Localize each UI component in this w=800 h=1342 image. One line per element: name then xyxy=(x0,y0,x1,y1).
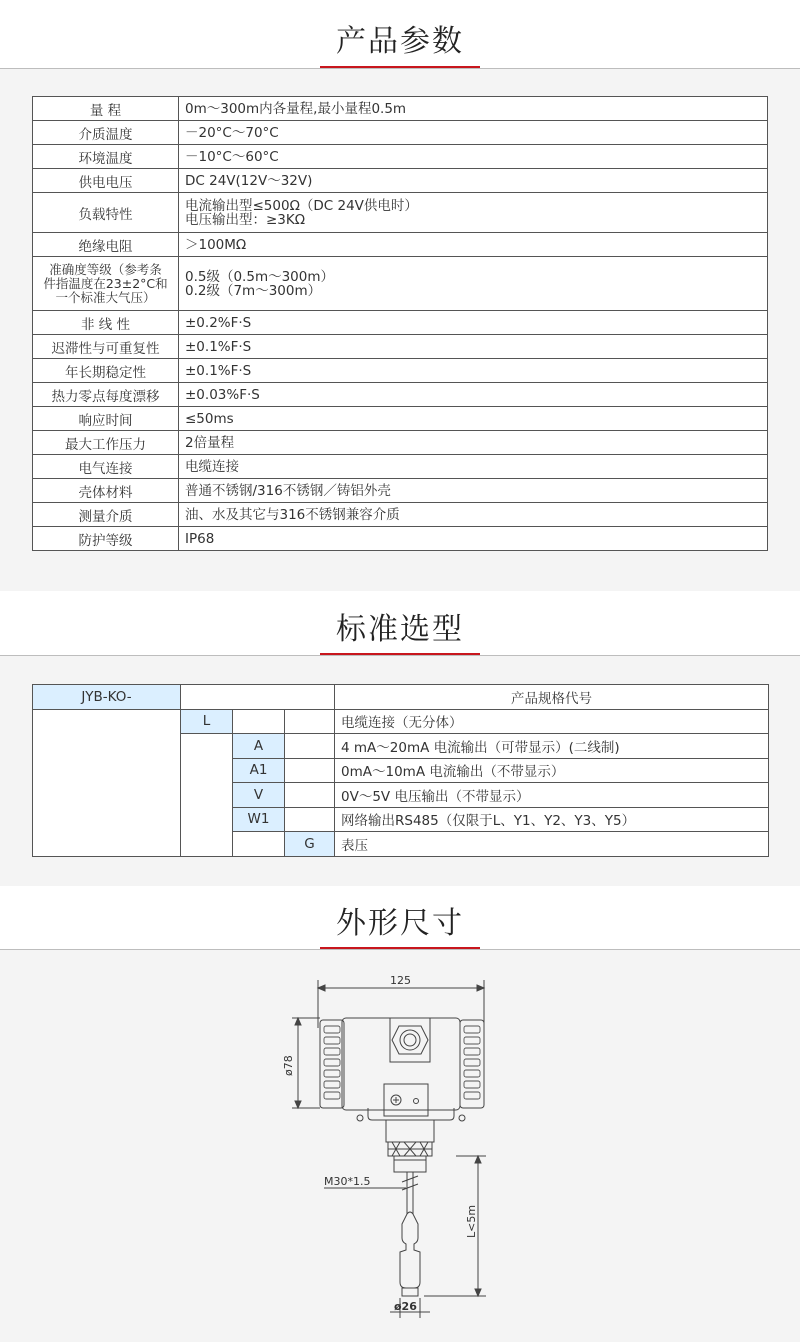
spec-value: DC 24V(12V～32V) xyxy=(179,169,768,193)
thread-label: M30*1.5 xyxy=(324,1175,371,1188)
cap-rib xyxy=(464,1059,480,1066)
desc-cell: 网络输出RS485（仅限于L、Y1、Y2、Y3、Y5） xyxy=(335,807,769,832)
spec-key: 非 线 性 xyxy=(33,311,179,335)
cap-rib xyxy=(324,1026,340,1033)
spec-key: 响应时间 xyxy=(33,407,179,431)
blank-cell xyxy=(285,758,335,783)
spec-value: ＞100MΩ xyxy=(179,233,768,257)
spec-value: 0.5级（0.5m～300m） 0.2级（7m～300m） xyxy=(179,257,768,311)
spec-key: 防护等级 xyxy=(33,527,179,551)
cap-rib xyxy=(464,1081,480,1088)
spec-row xyxy=(33,311,768,335)
model-cell: JYB-KO- xyxy=(33,685,181,710)
spec-row xyxy=(33,359,768,383)
desc-cell: 0mA～10mA 电流输出（不带显示） xyxy=(335,758,769,783)
desc-cell: 表压 xyxy=(335,832,769,857)
desc-cell: 4 mA～20mA 电流输出（可带显示）(二线制) xyxy=(335,734,769,759)
section-title-selection: 标准选型 xyxy=(336,612,464,647)
cap-rib xyxy=(464,1092,480,1099)
spec-value: －10°C～60°C xyxy=(179,145,768,169)
spec-key: 供电电压 xyxy=(33,169,179,193)
selection-table xyxy=(32,684,769,857)
spec-row xyxy=(33,503,768,527)
desc-cell: 电缆连接（无分体） xyxy=(335,709,769,734)
diameter-dimension-label: ø78 xyxy=(282,1055,295,1076)
spec-key: 准确度等级（参考条 件指温度在23±2°C和 一个标准大气压） xyxy=(33,257,179,311)
length-dimension-label: L<5m xyxy=(465,1204,478,1238)
cap-rib xyxy=(464,1048,480,1055)
spec-row xyxy=(33,527,768,551)
blank-cell xyxy=(233,832,285,857)
cap-rib xyxy=(324,1048,340,1055)
spec-key: 环境温度 xyxy=(33,145,179,169)
spec-row xyxy=(33,431,768,455)
spec-key: 壳体材料 xyxy=(33,479,179,503)
section-header-params xyxy=(0,24,800,60)
desc-cell: 0V～5V 电压输出（不带显示） xyxy=(335,783,769,808)
spec-key: 介质温度 xyxy=(33,121,179,145)
cap-rib xyxy=(324,1059,340,1066)
blank-cell xyxy=(33,709,181,856)
spec-key: 热力零点每度漂移 xyxy=(33,383,179,407)
cap-rib xyxy=(464,1037,480,1044)
cap-rib xyxy=(464,1026,480,1033)
spec-value: 0m～300m内各量程,最小量程0.5m xyxy=(179,97,768,121)
cap-rib xyxy=(324,1037,340,1044)
blank-cell xyxy=(285,709,335,734)
spec-value: ±0.03%F·S xyxy=(179,383,768,407)
cap-rib xyxy=(324,1081,340,1088)
section-title-dimensions: 外形尺寸 xyxy=(336,906,464,941)
section-header-selection xyxy=(0,612,800,648)
spec-row xyxy=(33,193,768,233)
spec-key: 最大工作压力 xyxy=(33,431,179,455)
cap-rib xyxy=(464,1070,480,1077)
spec-key: 年长期稳定性 xyxy=(33,359,179,383)
spec-key: 测量介质 xyxy=(33,503,179,527)
spec-row xyxy=(33,169,768,193)
spec-key: 负载特性 xyxy=(33,193,179,233)
spec-key: 绝缘电阻 xyxy=(33,233,179,257)
spec-value: 电缆连接 xyxy=(179,455,768,479)
spec-code-header: 产品规格代号 xyxy=(335,685,769,710)
blank-cell xyxy=(285,783,335,808)
spec-value: 油、水及其它与316不锈钢兼容介质 xyxy=(179,503,768,527)
spec-value: ≤50ms xyxy=(179,407,768,431)
section-title-params: 产品参数 xyxy=(336,24,464,59)
spec-row xyxy=(33,121,768,145)
code-cell: A1 xyxy=(233,758,285,783)
spec-value: ±0.1%F·S xyxy=(179,335,768,359)
code-cell: A xyxy=(233,734,285,759)
probe-diameter-label: ø26 xyxy=(394,1300,417,1313)
spec-table xyxy=(32,96,768,551)
code-cell: W1 xyxy=(233,807,285,832)
spec-row xyxy=(33,383,768,407)
spec-row xyxy=(33,233,768,257)
code-cell: L xyxy=(181,709,233,734)
spec-value: 2倍量程 xyxy=(179,431,768,455)
spec-row xyxy=(33,335,768,359)
code-cell: G xyxy=(285,832,335,857)
code-cell: V xyxy=(233,783,285,808)
selection-header-row xyxy=(33,685,769,710)
spec-value: －20°C～70°C xyxy=(179,121,768,145)
spec-value: 电流输出型≤500Ω（DC 24V供电时） 电压输出型：≥3KΩ xyxy=(179,193,768,233)
spec-row xyxy=(33,257,768,311)
spec-value: ±0.1%F·S xyxy=(179,359,768,383)
blank-cell xyxy=(233,709,285,734)
section-header-dimensions xyxy=(0,906,800,942)
blank-cell xyxy=(181,685,335,710)
spec-key: 迟滞性与可重复性 xyxy=(33,335,179,359)
spec-value: ±0.2%F·S xyxy=(179,311,768,335)
spec-key: 量 程 xyxy=(33,97,179,121)
spec-row xyxy=(33,479,768,503)
dimension-drawing xyxy=(280,968,520,1338)
cap-rib xyxy=(324,1092,340,1099)
spec-row xyxy=(33,97,768,121)
spec-row xyxy=(33,145,768,169)
blank-cell xyxy=(285,734,335,759)
cap-rib xyxy=(324,1070,340,1077)
spec-value: 普通不锈钢/316不锈钢／铸铝外壳 xyxy=(179,479,768,503)
blank-cell xyxy=(181,734,233,857)
table-row xyxy=(33,709,769,734)
blank-cell xyxy=(285,807,335,832)
spec-key: 电气连接 xyxy=(33,455,179,479)
spec-row xyxy=(33,455,768,479)
width-dimension-label: 125 xyxy=(390,974,411,987)
spec-row xyxy=(33,407,768,431)
spec-value: IP68 xyxy=(179,527,768,551)
